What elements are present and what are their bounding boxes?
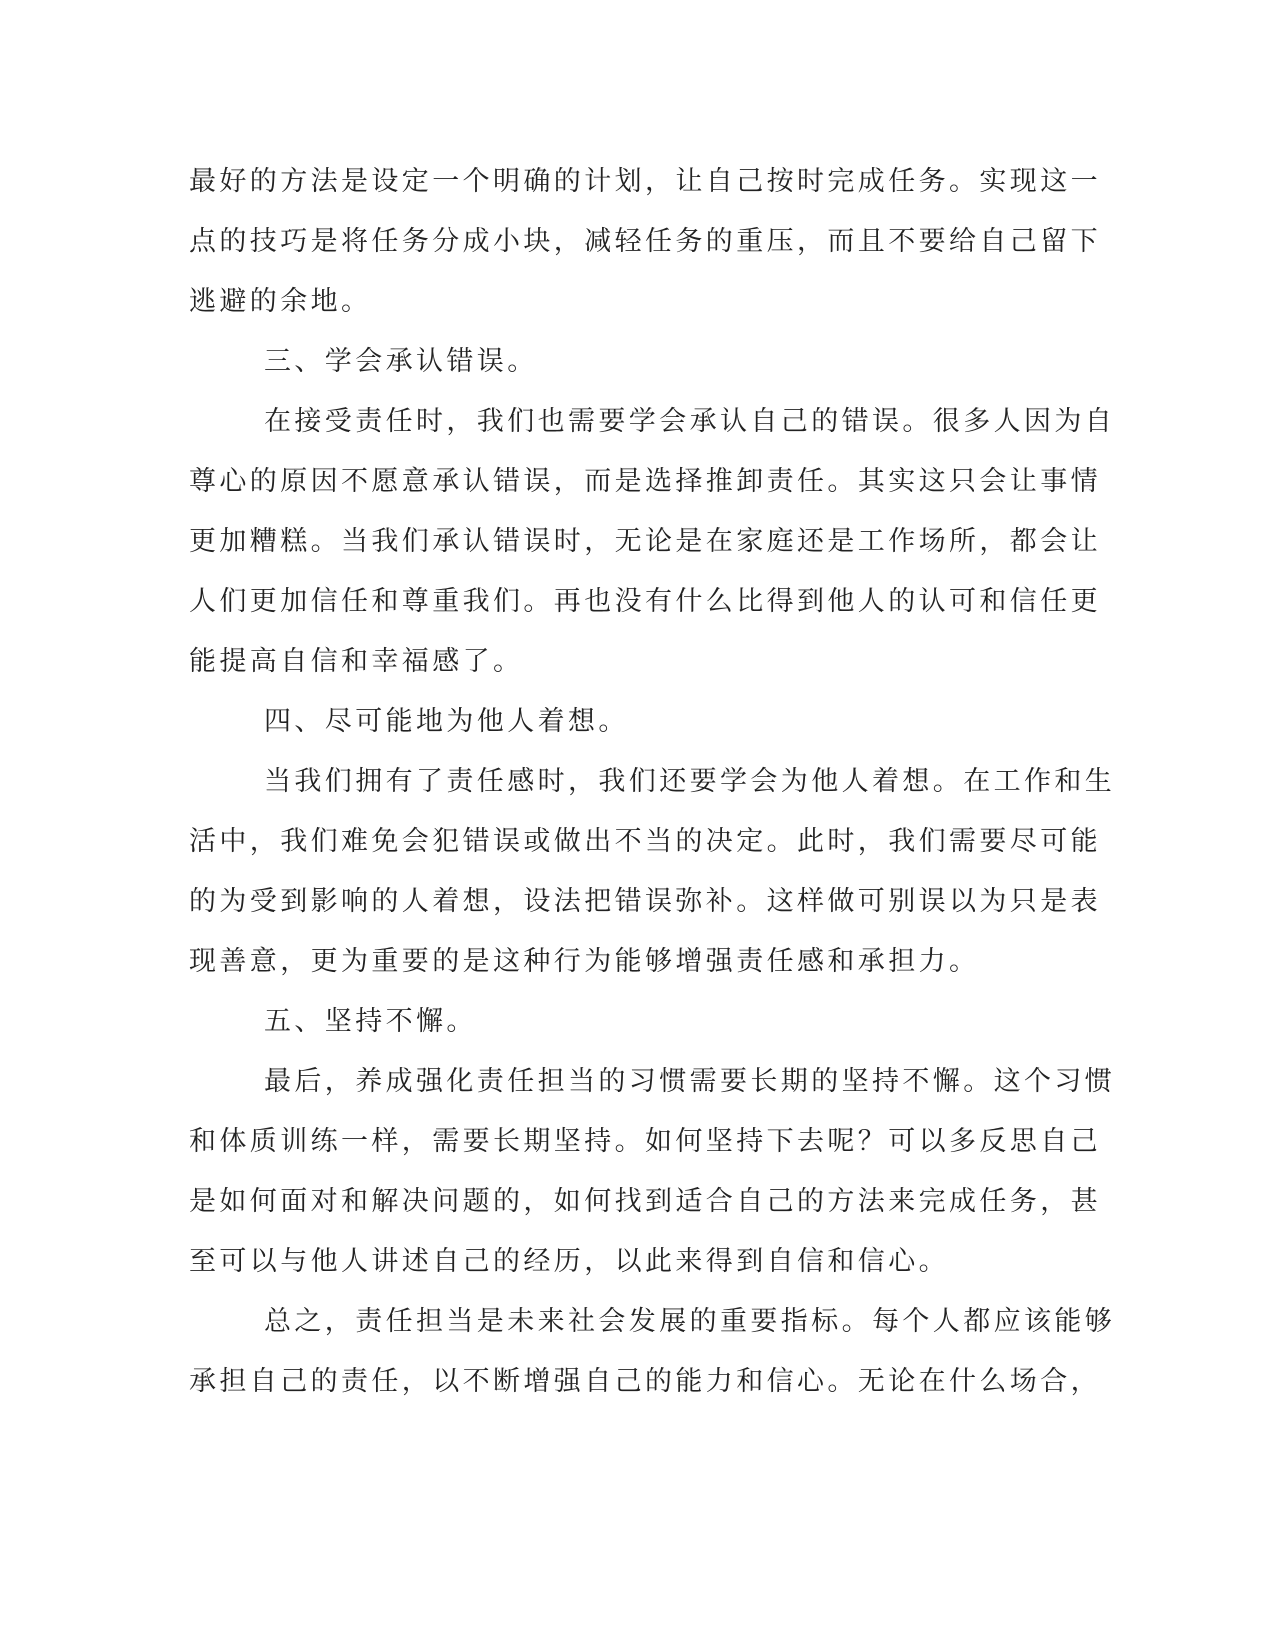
document-page [189, 0, 1116, 1650]
text-line: 承担自己的责任，以不断增强自己的能力和信心。无论在什么场合， [189, 1366, 1101, 1397]
text-line: 更加糟糕。当我们承认错误时，无论是在家庭还是工作场所，都会让 [189, 526, 1101, 557]
section-heading: 五、坚持不懈。 [264, 1006, 477, 1037]
text-line: 最好的方法是设定一个明确的计划，让自己按时完成任务。实现这一 [189, 166, 1101, 197]
text-line: 点的技巧是将任务分成小块，减轻任务的重压，而且不要给自己留下 [189, 226, 1101, 257]
text-line: 总之，责任担当是未来社会发展的重要指标。每个人都应该能够 [264, 1306, 1116, 1337]
text-line: 当我们拥有了责任感时，我们还要学会为他人着想。在工作和生 [264, 766, 1116, 797]
text-line: 在接受责任时，我们也需要学会承认自己的错误。很多人因为自 [264, 406, 1116, 437]
section-heading: 三、学会承认错误。 [264, 346, 538, 377]
text-line: 现善意，更为重要的是这种行为能够增强责任感和承担力。 [189, 946, 980, 977]
text-line: 尊心的原因不愿意承认错误，而是选择推卸责任。其实这只会让事情 [189, 466, 1101, 497]
text-line: 至可以与他人讲述自己的经历，以此来得到自信和信心。 [189, 1246, 949, 1277]
text-line: 的为受到影响的人着想，设法把错误弥补。这样做可别误以为只是表 [189, 886, 1101, 917]
text-line: 是如何面对和解决问题的，如何找到适合自己的方法来完成任务，甚 [189, 1186, 1101, 1217]
text-line: 和体质训练一样，需要长期坚持。如何坚持下去呢？可以多反思自己 [189, 1126, 1101, 1157]
section-heading: 四、尽可能地为他人着想。 [264, 706, 629, 737]
text-line: 最后，养成强化责任担当的习惯需要长期的坚持不懈。这个习惯 [264, 1066, 1116, 1097]
text-line: 能提高自信和幸福感了。 [189, 646, 524, 677]
text-line: 逃避的余地。 [189, 286, 372, 317]
text-line: 活中，我们难免会犯错误或做出不当的决定。此时，我们需要尽可能 [189, 826, 1101, 857]
text-line: 人们更加信任和尊重我们。再也没有什么比得到他人的认可和信任更 [189, 586, 1101, 617]
